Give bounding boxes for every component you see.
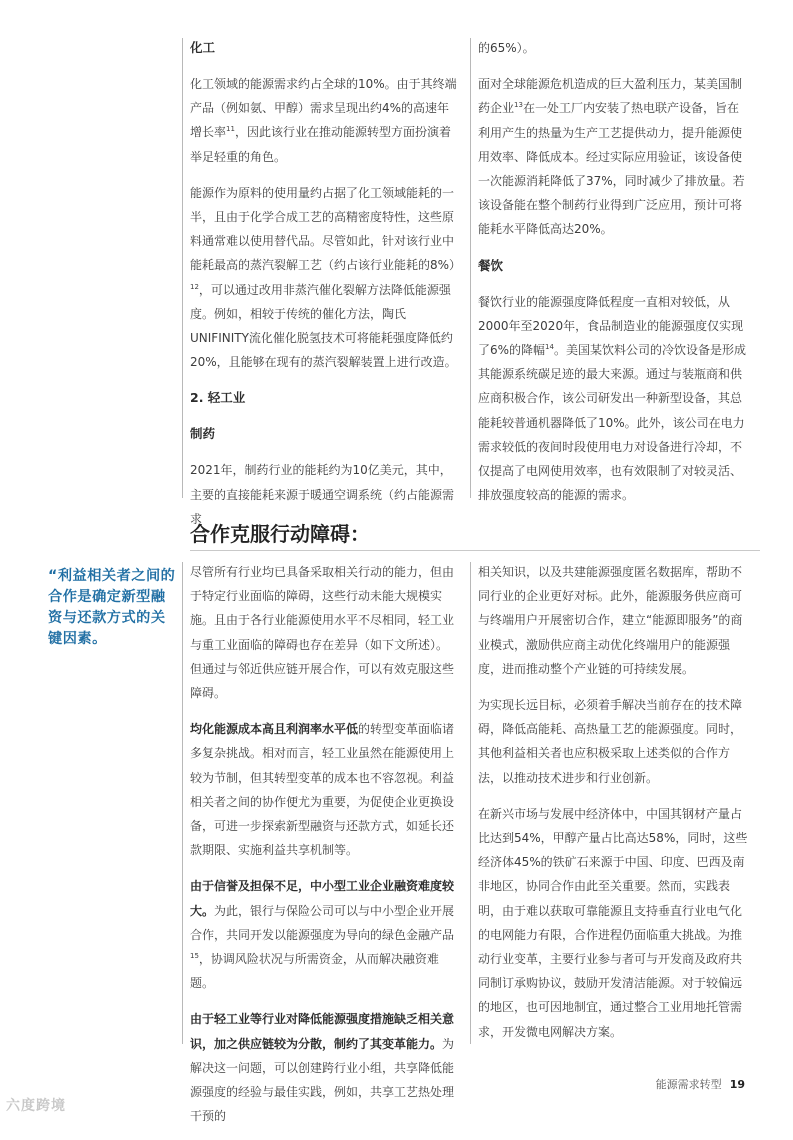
watermark: 六度跨境	[6, 1098, 66, 1114]
top-left-column	[190, 36, 462, 543]
barriers-paragraph-3: 由于信誉及担保不足，中小型工业企业融资难度较大。为此，银行与保险公司可以与中小型企业开展合作，共同开发以能源强度为导向的绿色金融产品$^{15}$，协调风险状况与所需资金，从而解决融资难题。	[190, 879, 455, 991]
bottom-left-divider	[182, 562, 183, 1044]
top-left-divider	[182, 38, 183, 498]
pull-quote: “利益相关者之间的合作是确定新型融资与还款方式的关键因素。	[48, 568, 176, 647]
food-paragraph: 餐饮行业的能源强度降低程度一直相对较低，从2000年至2020年，食品制造业的能源强度仅实现了6%的降幅$^{14}$。美国某饮料公司的冷饮设备是形成其能源系统碳足迹的最大来源。通过与装瓶商和供应商积极合作，该公司研发出一种新型设备，其总能耗较普通机器降低了10%。此外，该公司在电力需求较低的夜间时段使用电力对设备进行冷却，不仅提高了电网使用效率，也有效限制了对较灵活、排放强度较高的能源的需求。	[478, 294, 746, 503]
heading-light-industry: 2. 轻工业	[190, 390, 246, 406]
chemical-paragraph-2: 能源作为原料的使用量约占据了化工领域能耗的一半，且由于化学合成工艺的高精密度特性，这些原料通常难以使用替代品。尽管如此，针对该行业中能耗最高的蒸汽裂解工艺（约占该行业能耗的8%）$^{12}$，可以通过改用非蒸汽催化裂解方法降低能源强度。例如，相较于传统的催化方法，陶氏UNIFINITY流化催化脱氢技术可将能耗强度降低约20%，且能够在现有的蒸汽裂解装置上进行改造。	[190, 185, 462, 370]
barriers-paragraph-4: 由于轻工业等行业对降低能源强度措施缺乏相关意识，加之供应链较为分散，制约了其变革能力。为解决这一问题，可以创建跨行业小组，共享降低能源强度的经验与最佳实践，例如，共享工艺热处理干预的	[190, 1012, 455, 1124]
bottom-middle-divider	[470, 562, 471, 1044]
pharma-paragraph-continued: 的65%）。	[478, 41, 535, 55]
barriers-paragraph-2: 均化能源成本高且利润率水平低的转型变革面临诸多复杂挑战。相对而言，轻工业虽然在能源使用上较为节制，但其转型变革的成本也不容忽视。利益相关者之间的协作便尤为重要，为促使企业更换设备，可进一步探索新型融资与还款方式，如延长还款期限、实施利益共享机制等。	[190, 722, 455, 858]
bottom-right-column	[478, 560, 748, 1056]
top-right-column	[478, 36, 748, 519]
page-footer	[656, 1076, 745, 1092]
top-middle-divider	[470, 38, 471, 498]
section-title: 合作克服行动障碍：	[190, 522, 370, 546]
chemical-paragraph-1: 化工领域的能源需求约占全球的10%。由于其终端产品（例如氨、甲醇）需求呈现出约4%的高速年增长率$^{11}$，因此该行业在推动能源转型方面扮演着举足轻重的角色。	[190, 77, 457, 164]
heading-food: 餐饮	[478, 257, 504, 273]
pharma-paragraph-1: 2021年，制药行业的能耗约为10亿美元，其中，主要的直接能耗来源于暖通空调系统（约占能源需求	[190, 463, 455, 526]
barriers-paragraph-7: 在新兴市场与发展中经济体中，中国其钢材产量占比达到54%，甲醇产量占比高达58%，同时，这些经济体45%的铁矿石来源于中国、印度、巴西及南非地区，协同合作由此至关重要。然而，实践表明，由于难以获取可靠能源且支持垂直行业电气化的电网能力有限，合作进程仍面临重大挑战。为推动行业变革，主要行业参与者可与开发商及政府共同制订承购协议，鼓励开发清洁能源。对于较偏远的地区，也可因地制宜，通过整合工业用地托管需求，开发微电网解决方案。	[478, 806, 748, 1039]
barriers-paragraph-5: 相关知识，以及共建能源强度匿名数据库，帮助不同行业的企业更好对标。此外，能源服务供应商可与终端用户开展密切合作，建立“能源即服务”的商业模式，激励供应商主动优化终端用户的能源强度，进而推动整个产业链的可持续发展。	[478, 565, 743, 676]
heading-chemical: 化工	[190, 40, 216, 55]
footer-label: 能源需求转型	[655, 1078, 722, 1091]
pharma-paragraph-2: 面对全球能源危机造成的巨大盈利压力，某美国制药企业$^{13}$在一处工厂内安装了热电联产设备，旨在利用产生的热量为生产工艺提供动力，提升能源使用效率、降低成本。经过实际应用验证，该设备使一次能源消耗降低了37%，同时减少了排放量。若该设备能在整个制药行业得到广泛应用，预计可将能耗水平降低高达20%。	[478, 77, 745, 237]
page-number: 19	[729, 1078, 745, 1091]
barriers-paragraph-6: 为实现长远目标，必须着手解决当前存在的技术障碍，降低高能耗、高热量工艺的能源强度。同时，其他利益相关者也应积极采取上述类似的合作方法，以推动技术进步和行业创新。	[478, 698, 743, 785]
bottom-left-column	[190, 560, 458, 1140]
section-rule	[190, 550, 760, 551]
barriers-paragraph-1: 尽管所有行业均已具备采取相关行动的能力，但由于特定行业面临的障碍，这些行动未能大规模实施。且由于各行业能源使用水平不尽相同，轻工业与重工业面临的障碍也存在差异（如下文所述）。但通过与邻近供应链开展合作，可以有效克服这些障碍。	[190, 565, 455, 701]
heading-pharma: 制药	[190, 426, 216, 442]
